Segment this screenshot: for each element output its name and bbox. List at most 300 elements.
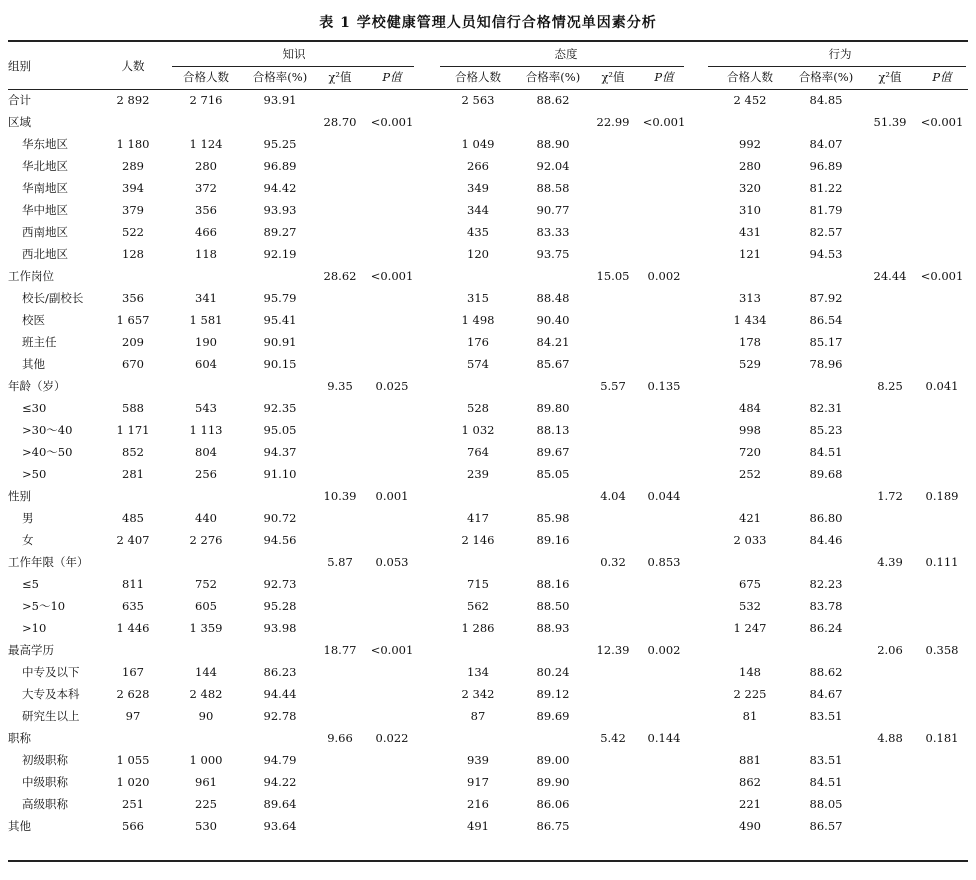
cell-k-p <box>364 133 420 155</box>
table-row <box>8 243 968 265</box>
cell-b-p <box>916 617 968 639</box>
cell-a-pass-count: 344 <box>467 203 489 217</box>
cell-a-chi <box>590 419 636 441</box>
cell-a-chi <box>590 177 636 199</box>
cell-a-pass-count <box>440 727 516 749</box>
cell-k-pass-rate: 94.22 <box>263 775 297 789</box>
cell-a-chi <box>590 309 636 331</box>
cell-k-chi: 5.87 <box>327 555 353 569</box>
cell-a-pass-count <box>440 265 516 287</box>
cell-b-chi <box>864 397 916 419</box>
cell-b-pass-rate: 84.46 <box>809 533 843 547</box>
cell-b-pass-rate <box>788 639 864 661</box>
cell-a-pass-count <box>440 551 516 573</box>
header-a-pass-count: 合格人数 <box>455 70 501 84</box>
cell-k-chi <box>316 353 364 375</box>
cell-a-pass-rate: 85.98 <box>536 511 570 525</box>
cell-a-pass-rate: 86.06 <box>536 797 570 811</box>
cell-k-pass-count: 1 124 <box>189 137 223 151</box>
cell-k-pass-rate: 94.37 <box>263 445 297 459</box>
cell-a-pass-rate <box>516 551 590 573</box>
cell-k-chi <box>316 705 364 727</box>
cell-a-p <box>636 353 692 375</box>
cell-a-pass-rate: 83.33 <box>536 225 570 239</box>
header-count: 人数 <box>121 59 145 73</box>
cell-a-pass-rate: 88.48 <box>536 291 570 305</box>
cell-b-p: <0.001 <box>920 269 964 283</box>
table-row <box>8 705 968 727</box>
cell-count: 209 <box>122 335 144 349</box>
cell-k-pass-rate: 92.19 <box>263 247 297 261</box>
cell-k-pass-count <box>168 551 244 573</box>
cell-k-chi <box>316 441 364 463</box>
cell-k-pass-rate: 94.79 <box>263 753 297 767</box>
cell-b-chi <box>864 617 916 639</box>
cell-a-pass-count: 2 563 <box>461 93 495 107</box>
cell-k-pass-rate: 96.89 <box>263 159 297 173</box>
cell-k-p: <0.001 <box>370 115 414 129</box>
cell-b-chi: 24.44 <box>873 269 907 283</box>
cell-k-pass-count <box>168 111 244 133</box>
top-rule <box>8 40 968 42</box>
cell-k-pass-count: 1 000 <box>189 753 223 767</box>
table-row <box>8 551 968 573</box>
cell-a-chi <box>590 133 636 155</box>
cell-k-pass-count <box>168 485 244 507</box>
table-row <box>8 397 968 419</box>
cell-k-p: 0.025 <box>375 379 409 393</box>
cell-b-chi <box>864 793 916 815</box>
row-label: 职称 <box>8 731 31 745</box>
cell-b-chi <box>864 155 916 177</box>
cell-a-pass-rate: 88.58 <box>536 181 570 195</box>
cell-b-chi <box>864 243 916 265</box>
cell-b-p: 0.189 <box>925 489 959 503</box>
table-row <box>8 529 968 551</box>
cell-count: 128 <box>122 247 144 261</box>
cell-a-pass-count: 216 <box>467 797 489 811</box>
cell-k-chi: 9.66 <box>327 731 353 745</box>
cell-a-pass-count: 120 <box>467 247 489 261</box>
cell-k-chi <box>316 309 364 331</box>
cell-count: 588 <box>122 401 144 415</box>
row-label: 校医 <box>22 313 45 327</box>
cell-b-p <box>916 199 968 221</box>
cell-k-pass-rate: 92.35 <box>263 401 297 415</box>
cell-a-chi <box>590 595 636 617</box>
cell-k-pass-count: 280 <box>195 159 217 173</box>
cell-k-p <box>364 507 420 529</box>
cell-k-pass-rate <box>244 551 316 573</box>
cell-a-p <box>636 177 692 199</box>
row-label: 华北地区 <box>22 159 68 173</box>
cell-k-pass-rate: 95.79 <box>263 291 297 305</box>
cell-a-chi <box>590 705 636 727</box>
cell-a-pass-rate <box>516 375 590 397</box>
cell-b-chi <box>864 199 916 221</box>
row-label: ≤5 <box>22 577 39 591</box>
cell-b-pass-rate <box>788 111 864 133</box>
cell-k-p: 0.053 <box>375 555 409 569</box>
cell-b-pass-rate: 85.17 <box>809 335 843 349</box>
header-k-pass-rate: 合格率(%) <box>252 70 308 84</box>
cell-a-pass-rate: 89.00 <box>536 753 570 767</box>
cell-b-pass-count <box>712 111 788 133</box>
cell-a-chi: 5.42 <box>600 731 626 745</box>
cell-b-pass-count: 313 <box>739 291 761 305</box>
cell-b-pass-rate: 94.53 <box>809 247 843 261</box>
cell-k-pass-rate: 90.15 <box>263 357 297 371</box>
row-label: 华中地区 <box>22 203 68 217</box>
cell-b-p: 0.181 <box>925 731 959 745</box>
cell-k-pass-count: 1 359 <box>189 621 223 635</box>
row-label: 研究生以上 <box>22 709 80 723</box>
cell-k-chi <box>316 617 364 639</box>
cell-count: 379 <box>122 203 144 217</box>
cell-a-p <box>636 331 692 353</box>
cell-a-chi <box>590 155 636 177</box>
cell-k-pass-count: 190 <box>195 335 217 349</box>
cell-count: 522 <box>122 225 144 239</box>
cell-b-chi <box>864 419 916 441</box>
table-row <box>8 793 968 815</box>
cell-a-p <box>636 595 692 617</box>
cell-a-pass-rate <box>516 265 590 287</box>
row-label: 西北地区 <box>22 247 68 261</box>
cell-k-p: 0.001 <box>375 489 409 503</box>
cell-a-p <box>636 199 692 221</box>
cell-b-pass-count: 998 <box>739 423 761 437</box>
cell-b-pass-rate: 86.24 <box>809 621 843 635</box>
header-b-pass-count: 合格人数 <box>727 70 773 84</box>
header-k-p: P值 <box>382 70 402 84</box>
cell-k-pass-rate <box>244 111 316 133</box>
cell-a-chi <box>590 221 636 243</box>
cell-k-pass-count: 372 <box>195 181 217 195</box>
cell-b-pass-count: 532 <box>739 599 761 613</box>
cell-a-chi <box>590 529 636 551</box>
cell-a-p <box>636 617 692 639</box>
cell-b-pass-rate: 82.23 <box>809 577 843 591</box>
cell-k-chi <box>316 177 364 199</box>
cell-b-chi <box>864 749 916 771</box>
cell-count <box>98 375 168 397</box>
cell-a-pass-rate: 86.75 <box>536 819 570 833</box>
table-row <box>8 617 968 639</box>
cell-a-pass-rate: 89.12 <box>536 687 570 701</box>
cell-a-chi <box>590 749 636 771</box>
cell-k-pass-count <box>168 375 244 397</box>
table-row <box>8 133 968 155</box>
cell-a-pass-rate: 80.24 <box>536 665 570 679</box>
cell-a-pass-count <box>440 375 516 397</box>
cell-a-pass-count: 176 <box>467 335 489 349</box>
cell-a-pass-rate: 89.80 <box>536 401 570 415</box>
cell-b-pass-rate: 81.79 <box>809 203 843 217</box>
cell-a-p <box>636 463 692 485</box>
cell-a-chi: 4.04 <box>600 489 626 503</box>
cell-a-pass-rate: 92.04 <box>536 159 570 173</box>
cell-b-pass-count: 484 <box>739 401 761 415</box>
cell-k-pass-count: 1 581 <box>189 313 223 327</box>
cell-a-chi <box>590 331 636 353</box>
cell-b-pass-count: 2 033 <box>733 533 767 547</box>
table-row <box>8 507 968 529</box>
cell-a-chi <box>590 463 636 485</box>
cell-a-p <box>636 309 692 331</box>
cell-k-pass-count: 530 <box>195 819 217 833</box>
cell-count: 852 <box>122 445 144 459</box>
cell-a-pass-rate: 88.93 <box>536 621 570 635</box>
cell-b-p: 0.358 <box>925 643 959 657</box>
cell-a-pass-count: 435 <box>467 225 489 239</box>
cell-k-pass-count: 225 <box>195 797 217 811</box>
cell-k-p <box>364 617 420 639</box>
cell-b-pass-count: 310 <box>739 203 761 217</box>
row-label: 高级职称 <box>22 797 68 811</box>
cell-a-p: 0.135 <box>647 379 681 393</box>
cell-k-pass-count: 440 <box>195 511 217 525</box>
table-row <box>8 287 968 309</box>
cell-a-pass-rate: 90.77 <box>536 203 570 217</box>
cell-b-chi <box>864 683 916 705</box>
cell-k-p <box>364 793 420 815</box>
cell-count: 670 <box>122 357 144 371</box>
row-label: >5～10 <box>22 599 66 613</box>
cell-k-pass-rate <box>244 485 316 507</box>
row-label: ≤30 <box>22 401 47 415</box>
table-row <box>8 639 968 661</box>
cell-b-p <box>916 683 968 705</box>
cell-k-pass-rate: 95.25 <box>263 137 297 151</box>
cell-b-pass-rate <box>788 727 864 749</box>
row-label: 区域 <box>8 115 31 129</box>
table-row <box>8 177 968 199</box>
row-label: >10 <box>22 621 47 635</box>
cell-a-pass-rate: 93.75 <box>536 247 570 261</box>
cell-b-pass-count <box>712 265 788 287</box>
cell-k-pass-count <box>168 727 244 749</box>
cell-k-p <box>364 243 420 265</box>
cell-b-p <box>916 133 968 155</box>
cell-k-pass-rate: 89.27 <box>263 225 297 239</box>
cell-count: 394 <box>122 181 144 195</box>
cell-b-pass-count: 720 <box>739 445 761 459</box>
cell-a-chi <box>590 243 636 265</box>
cell-k-pass-rate: 92.73 <box>263 577 297 591</box>
row-label: 华东地区 <box>22 137 68 151</box>
cell-k-p <box>364 815 420 837</box>
cell-k-chi <box>316 463 364 485</box>
cell-b-pass-rate: 86.80 <box>809 511 843 525</box>
cell-b-pass-count: 178 <box>739 335 761 349</box>
cell-k-p <box>364 463 420 485</box>
header-a-pass-rate: 合格率(%) <box>525 70 581 84</box>
cell-a-chi <box>590 573 636 595</box>
table-row <box>8 199 968 221</box>
row-label: 其他 <box>22 357 45 371</box>
cell-k-p <box>364 595 420 617</box>
table-row <box>8 749 968 771</box>
cell-a-pass-count: 2 342 <box>461 687 495 701</box>
cell-a-chi <box>590 441 636 463</box>
cell-a-pass-rate: 84.21 <box>536 335 570 349</box>
cell-a-pass-rate: 89.67 <box>536 445 570 459</box>
cell-a-pass-count: 315 <box>467 291 489 305</box>
row-label: 初级职称 <box>22 753 68 767</box>
cell-k-p <box>364 749 420 771</box>
cell-k-chi: 9.35 <box>327 379 353 393</box>
table-row <box>8 463 968 485</box>
cell-b-chi: 1.72 <box>877 489 903 503</box>
cell-k-p <box>364 89 420 111</box>
cell-b-pass-rate: 87.92 <box>809 291 843 305</box>
cell-b-p <box>916 353 968 375</box>
cell-count: 167 <box>122 665 144 679</box>
cell-b-pass-count: 320 <box>739 181 761 195</box>
cell-a-p: 0.044 <box>647 489 681 503</box>
cell-k-pass-count: 2 276 <box>189 533 223 547</box>
header-a-p: P值 <box>654 70 674 84</box>
table-row <box>8 441 968 463</box>
cell-b-pass-count: 862 <box>739 775 761 789</box>
cell-k-pass-rate: 95.41 <box>263 313 297 327</box>
header-behavior: 行为 <box>828 47 852 61</box>
cell-b-p <box>916 595 968 617</box>
header-knowledge: 知识 <box>282 47 306 61</box>
cell-k-pass-count <box>168 639 244 661</box>
cell-b-pass-rate: 88.62 <box>809 665 843 679</box>
cell-b-chi <box>864 177 916 199</box>
cell-a-pass-rate: 90.40 <box>536 313 570 327</box>
table-row <box>8 815 968 837</box>
cell-k-chi <box>316 397 364 419</box>
cell-count: 485 <box>122 511 144 525</box>
cell-b-chi <box>864 595 916 617</box>
cell-b-pass-count: 2 225 <box>733 687 767 701</box>
cell-a-p: 0.002 <box>647 643 681 657</box>
cell-b-p <box>916 221 968 243</box>
cell-b-pass-count: 421 <box>739 511 761 525</box>
cell-k-pass-rate: 92.78 <box>263 709 297 723</box>
cell-b-pass-rate: 85.23 <box>809 423 843 437</box>
header-b-chi: χ²值 <box>878 70 902 84</box>
cell-a-p: 0.853 <box>647 555 681 569</box>
cell-b-chi: 2.06 <box>877 643 903 657</box>
cell-k-pass-count: 466 <box>195 225 217 239</box>
cell-k-pass-rate: 91.10 <box>263 467 297 481</box>
cell-k-pass-rate <box>244 265 316 287</box>
cell-k-pass-count: 543 <box>195 401 217 415</box>
cell-a-chi <box>590 89 636 111</box>
cell-k-p <box>364 177 420 199</box>
cell-count <box>98 111 168 133</box>
cell-a-p <box>636 243 692 265</box>
cell-count <box>98 551 168 573</box>
cell-a-p: 0.144 <box>647 731 681 745</box>
cell-a-pass-rate: 88.50 <box>536 599 570 613</box>
cell-a-p <box>636 397 692 419</box>
cell-a-pass-count <box>440 485 516 507</box>
cell-k-p <box>364 573 420 595</box>
cell-k-chi <box>316 331 364 353</box>
cell-k-pass-count: 605 <box>195 599 217 613</box>
table-title: 表 1 学校健康管理人员知信行合格情况单因素分析 <box>319 15 657 31</box>
cell-a-pass-count <box>440 111 516 133</box>
cell-a-pass-count: 87 <box>470 709 486 723</box>
cell-k-pass-rate <box>244 375 316 397</box>
cell-k-pass-count: 2 482 <box>189 687 223 701</box>
row-label: 校长/副校长 <box>22 291 84 305</box>
cell-a-pass-count: 574 <box>467 357 489 371</box>
cell-b-p <box>916 177 968 199</box>
header-group: 组别 <box>8 59 31 73</box>
cell-b-chi <box>864 353 916 375</box>
table-row <box>8 419 968 441</box>
table-row <box>8 265 968 287</box>
cell-k-chi <box>316 815 364 837</box>
cell-a-pass-count: 939 <box>467 753 489 767</box>
cell-a-pass-rate: 88.16 <box>536 577 570 591</box>
cell-b-p: 0.041 <box>925 379 959 393</box>
cell-a-p <box>636 441 692 463</box>
cell-b-p <box>916 441 968 463</box>
cell-b-pass-count: 675 <box>739 577 761 591</box>
cell-a-chi <box>590 617 636 639</box>
cell-b-chi: 4.39 <box>877 555 903 569</box>
row-label: >40～50 <box>22 445 73 459</box>
table-row <box>8 375 968 397</box>
cell-b-pass-count: 121 <box>739 247 761 261</box>
cell-k-chi <box>316 595 364 617</box>
cell-a-pass-count: 239 <box>467 467 489 481</box>
cell-b-p <box>916 661 968 683</box>
table-row <box>8 727 968 749</box>
cell-a-pass-count: 491 <box>467 819 489 833</box>
cell-a-p <box>636 771 692 793</box>
cell-k-pass-count: 604 <box>195 357 217 371</box>
cell-k-p <box>364 441 420 463</box>
table-row <box>8 309 968 331</box>
cell-k-chi: 28.62 <box>323 269 357 283</box>
cell-a-p <box>636 793 692 815</box>
cell-a-chi: 15.05 <box>596 269 630 283</box>
cell-k-p <box>364 683 420 705</box>
cell-a-chi <box>590 287 636 309</box>
cell-a-p <box>636 573 692 595</box>
cell-k-p <box>364 221 420 243</box>
cell-count: 2 407 <box>116 533 150 547</box>
cell-b-p <box>916 749 968 771</box>
cell-count: 566 <box>122 819 144 833</box>
cell-b-pass-rate: 82.57 <box>809 225 843 239</box>
cell-b-p <box>916 155 968 177</box>
cell-k-pass-count: 804 <box>195 445 217 459</box>
cell-k-chi <box>316 243 364 265</box>
cell-count: 635 <box>122 599 144 613</box>
cell-a-chi: 12.39 <box>596 643 630 657</box>
bottom-rule <box>8 860 968 862</box>
header-b-pass-rate: 合格率(%) <box>798 70 854 84</box>
cell-b-p <box>916 463 968 485</box>
cell-b-pass-count: 280 <box>739 159 761 173</box>
cell-count <box>98 639 168 661</box>
table-row <box>8 771 968 793</box>
cell-k-pass-rate <box>244 639 316 661</box>
row-label: 中专及以下 <box>22 665 80 679</box>
cell-a-pass-count: 528 <box>467 401 489 415</box>
cell-a-pass-rate: 85.05 <box>536 467 570 481</box>
